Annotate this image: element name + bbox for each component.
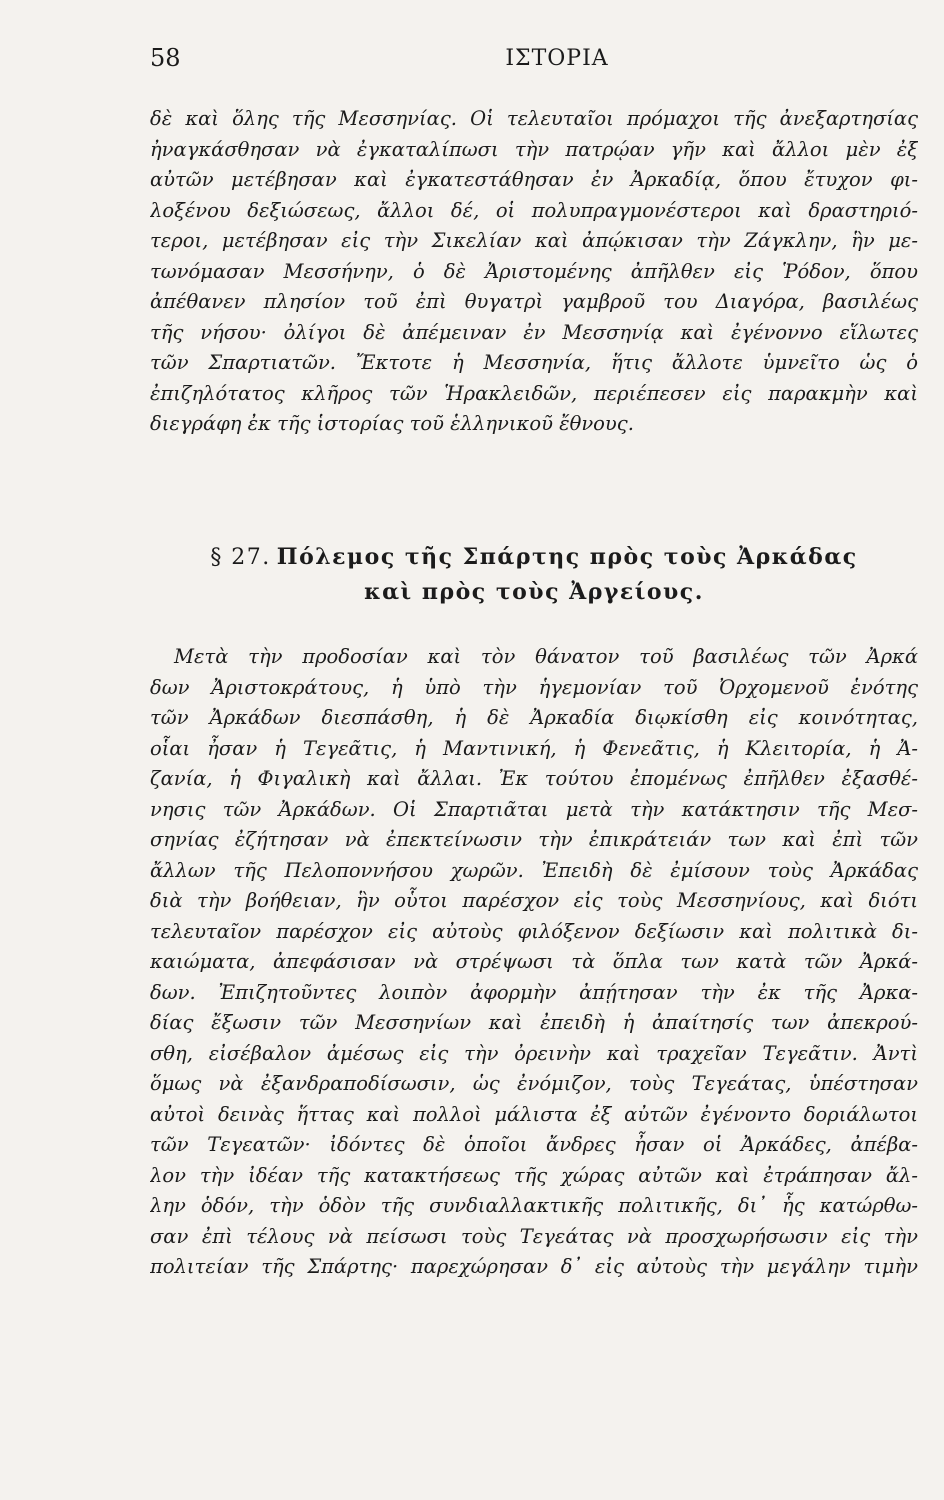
text-line: καιώματα, ἀπεφάσισαν νὰ στρέψωσι τὰ ὅπλα των κατὰ τῶν Ἀρκά- [150, 950, 918, 973]
text-line: τῶν Ἀρκάδων διεσπάσθη, ἡ δὲ Ἀρκαδία διῳκίσθη εἰς κοινότητας, [150, 706, 918, 729]
text-line: ἀπέθανεν πλησίον τοῦ ἐπὶ θυγατρὶ γαμβροῦ του Διαγόρα, βασιλέως [150, 290, 918, 313]
text-line: δων. Ἐπιζητοῦντες λοιπὸν ἀφορμὴν ἀπῄτησαν τὴν ἐκ τῆς Ἀρκα- [150, 980, 918, 1004]
text-line: σθη, εἰσέβαλον ἀμέσως εἰς τὴν ὀρεινὴν καὶ τραχεῖαν Τεγεᾶτιν. Ἀντὶ [150, 1041, 918, 1065]
text-line: τῆς νήσου· ὀλίγοι δὲ ἀπέμειναν ἐν Μεσσηνίᾳ καὶ ἐγένοννο εἵλωτες [150, 320, 918, 344]
running-head [150, 44, 904, 84]
page-number: 58 [150, 44, 181, 72]
paragraph-section-27 [150, 642, 918, 1283]
text-line: οἷαι ἦσαν ἡ Τεγεᾶτις, ἡ Μαντινική, ἡ Φενεᾶτις, ἡ Κλειτορία, ἡ Ἀ- [150, 736, 918, 760]
text-line: λην ὁδόν, τὴν ὁδὸν τῆς συνδιαλλακτικῆς πολιτικῆς, δι᾿ ἧς κατώρθω- [150, 1194, 918, 1217]
text-line: σηνίας ἐζήτησαν νὰ ἐπεκτείνωσιν τὴν ἐπικράτειάν των καὶ ἐπὶ τῶν [150, 828, 918, 851]
text-line: τωνόμασαν Μεσσήνην, ὁ δὲ Ἀριστομένης ἀπῆλθεν εἰς Ῥόδον, ὅπου [150, 259, 918, 283]
text-line: λοξένου δεξιώσεως, ἄλλοι δέ, οἱ πολυπραγμονέστεροι καὶ δραστηριό- [150, 198, 918, 222]
text-line: τῶν Σπαρτιατῶν. Ἔκτοτε ἡ Μεσσηνία, ἥτις ἄλλοτε ὑμνεῖτο ὡς ὁ [150, 351, 918, 374]
section-heading-line-1 [150, 540, 918, 575]
running-title: ΙΣΤΟΡΙΑ [505, 46, 609, 71]
text-line: ὅμως νὰ ἐξανδραποδίσωσιν, ὡς ἐνόμιζον, τοὺς Τεγεάτας, ὑπέστησαν [150, 1072, 918, 1095]
text-line: αὐτῶν μετέβησαν καὶ ἐγκατεστάθησαν ἐν Ἀρκαδίᾳ, ὅπου ἔτυχον φι- [150, 168, 918, 191]
text-line: αὐτοὶ δεινὰς ἥττας καὶ πολλοὶ μάλιστα ἐξ αὐτῶν ἐγένοντο δοριάλωτοι [150, 1102, 918, 1126]
text-line: νησις τῶν Ἀρκάδων. Οἱ Σπαρτιᾶται μετὰ τὴν κατάκτησιν τῆς Μεσ- [150, 797, 918, 821]
text-line: σαν ἐπὶ τέλους νὰ πείσωσι τοὺς Τεγεάτας νὰ προσχωρήσωσιν εἰς τὴν [150, 1224, 918, 1248]
text-line: τελευταῖον παρέσχον εἰς αὐτοὺς φιλόξενον δεξίωσιν καὶ πολιτικὰ δι- [150, 919, 918, 943]
text-line: ζανία, ἡ Φιγαλικὴ καὶ ἄλλαι. Ἐκ τούτου ἐπομένως ἐπῆλθεν ἐξασθέ- [150, 767, 918, 790]
text-line: λον τὴν ἰδέαν τῆς κατακτήσεως τῆς χώρας αὐτῶν καὶ ἐτράπησαν ἄλ- [150, 1163, 918, 1187]
text-line: διὰ τὴν βοήθειαν, ἣν οὗτοι παρέσχον εἰς τοὺς Μεσσηνίους, καὶ διότι [150, 889, 918, 912]
text-line: δὲ καὶ ὅλης τῆς Μεσσηνίας. Οἱ τελευταῖοι πρόμαχοι τῆς ἀνεξαρτησίας [150, 107, 918, 130]
text-line: τεροι, μετέβησαν εἰς τὴν Σικελίαν καὶ ἀπῴκισαν τὴν Ζάγκλην, ἣν με- [150, 229, 918, 252]
text-line: Μετὰ τὴν προδοσίαν καὶ τὸν θάνατον τοῦ βασιλέως τῶν Ἀρκά [174, 645, 918, 668]
text-line: ἐπιζηλότατος κλῆρος τῶν Ἡρακλειδῶν, περιέπεσεν εἰς παρακμὴν καὶ [150, 381, 918, 405]
section-mark: § 27. [210, 545, 271, 570]
section-title-line-1: Πόλεμος τῆς Σπάρτης πρὸς τοὺς Ἀρκάδας [276, 544, 858, 570]
section-heading [150, 540, 918, 609]
text-line: δίας ἔξωσιν τῶν Μεσσηνίων καὶ ἐπειδὴ ἡ ἀπαίτησίς των ἀπεκρού- [150, 1011, 918, 1034]
text-line: πολιτείαν τῆς Σπάρτης· παρεχώρησαν δ᾿ εἰς αὐτοὺς τὴν μεγάλην τιμὴν [150, 1255, 918, 1278]
paragraph-continued [150, 104, 918, 440]
section-title-line-2: καὶ πρὸς τοὺς Ἀργείους. [364, 579, 704, 605]
text-line: δων Ἀριστοκράτους, ἡ ὑπὸ τὴν ἡγεμονίαν τοῦ Ὀρχομενοῦ ἑνότης [150, 675, 918, 699]
text-line: τῶν Τεγεατῶν· ἰδόντες δὲ ὁποῖοι ἄνδρες ἦσαν οἱ Ἀρκάδες, ἀπέβα- [150, 1133, 918, 1156]
text-line: ἄλλων τῆς Πελοποννήσου χωρῶν. Ἐπειδὴ δὲ ἐμίσουν τοὺς Ἀρκάδας [150, 858, 918, 882]
text-line: ἠναγκάσθησαν νὰ ἐγκαταλίπωσι τὴν πατρῴαν γῆν καὶ ἄλλοι μὲν ἐξ [150, 137, 918, 161]
text-line: διεγράφη ἐκ τῆς ἱστορίας τοῦ ἑλληνικοῦ ἔθνους. [150, 412, 634, 435]
